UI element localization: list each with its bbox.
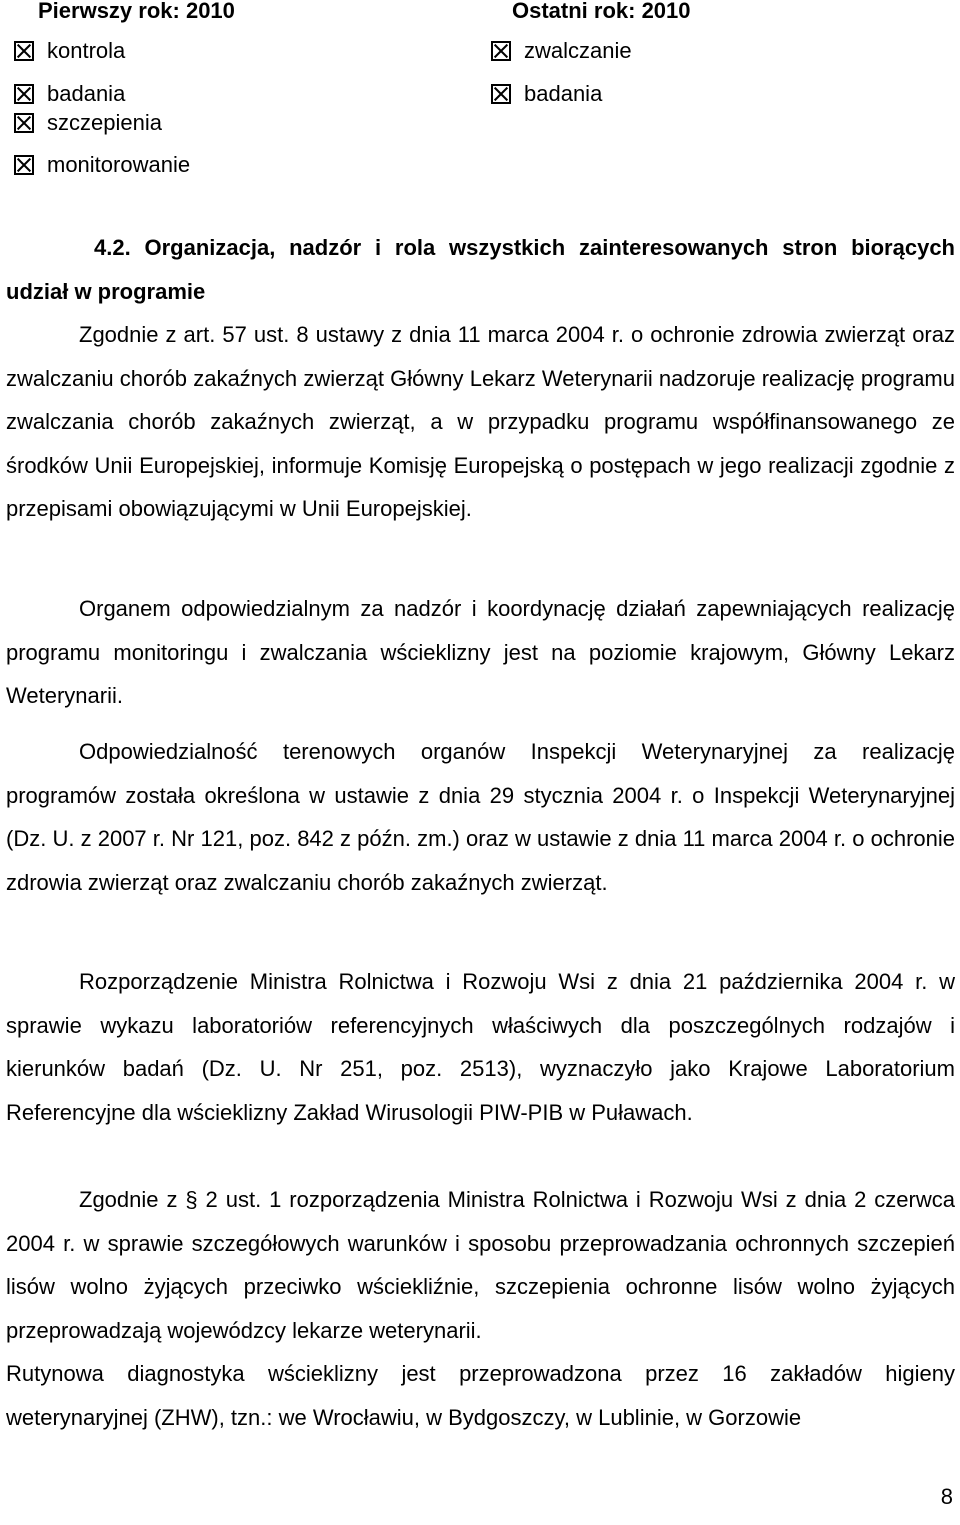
checked-box-icon: [14, 41, 34, 61]
checkbox-label: szczepienia: [47, 110, 162, 135]
checkbox-label: badania: [524, 81, 603, 106]
last-year-heading: Ostatni rok: 2010: [512, 0, 691, 23]
checkbox-label: kontrola: [47, 38, 126, 63]
checkbox-szczepienia[interactable]: [14, 110, 162, 136]
checkbox-monitorowanie[interactable]: [14, 152, 190, 178]
checked-box-icon: [491, 41, 511, 61]
checked-box-icon: [14, 155, 34, 175]
first-year-heading: Pierwszy rok: 2010: [38, 0, 235, 23]
paragraph-responsible-body: Organem odpowiedzialnym za nadzór i koordynację działań zapewniających realizację programu monitoringu i zwalczania wścieklizny jest na poziomie krajowym, Główny Lekarz Weterynarii.: [6, 596, 955, 709]
checked-box-icon: [14, 113, 34, 133]
paragraph-diagnostics: Rutynowa diagnostyka wścieklizny jest przeprowadzona przez 16 zakładów higieny weterynaryjnej (ZHW), tzn.: we Wrocławiu, w Bydgoszczy, w Lublinie, w Gorzowie: [6, 1361, 955, 1430]
checkbox-label: zwalczanie: [524, 38, 632, 63]
section-title: 4.2. Organizacja, nadzór i rola wszystkich zainteresowanych stron biorących udział w programie: [6, 235, 955, 304]
checkbox-label: monitorowanie: [47, 152, 191, 177]
checkbox-label: badania: [47, 81, 126, 106]
checkbox-badania-last[interactable]: [491, 81, 602, 107]
checkbox-zwalczanie[interactable]: [491, 38, 632, 64]
page-number: 8: [940, 1484, 953, 1509]
paragraph-supervision: Zgodnie z art. 57 ust. 8 ustawy z dnia 11 marca 2004 r. o ochronie zdrowia zwierząt oraz zwalczaniu chorób zakaźnych zwierząt Główny Lekarz Weterynarii nadzoruje realizację programu zwalczania chorób zakaźnych zwierząt, a w przypadku programu współfinansowanego ze środków Unii Europejskiej, informuje Komisję Europejską o postępach w jego realizacji zgodnie z przepisami obowiązującymi w Unii Europejskiej.: [6, 322, 955, 522]
checkbox-badania-first[interactable]: [14, 81, 125, 107]
paragraph-reference-lab: Rozporządzenie Ministra Rolnictwa i Rozwoju Wsi z dnia 21 października 2004 r. w sprawie wykazu laboratoriów referencyjnych właściwych dla poszczególnych rodzajów i kierunków badań (Dz. U. Nr 251, poz. 2513), wyznaczyło jako Krajowe Laboratorium Referencyjne dla wścieklizny Zakład Wirusologii PIW-PIB w Puławach.: [6, 969, 955, 1125]
checked-box-icon: [491, 84, 511, 104]
checkbox-kontrola[interactable]: [14, 38, 125, 64]
checked-box-icon: [14, 84, 34, 104]
paragraph-vaccination: Zgodnie z § 2 ust. 1 rozporządzenia Ministra Rolnictwa i Rozwoju Wsi z dnia 2 czerwca 2004 r. w sprawie szczegółowych warunków i sposobu przeprowadzania ochronnych szczepień lisów wolno żyjących przeciwko wściekliźnie, szczepienia ochronne lisów wolno żyjących przeprowadzają wojewódzcy lekarze weterynarii.: [6, 1187, 955, 1343]
paragraph-local-inspection: Odpowiedzialność terenowych organów Inspekcji Weterynaryjnej za realizację programów została określona w ustawie z dnia 29 stycznia 2004 r. o Inspekcji Weterynaryjnej (Dz. U. z 2007 r. Nr 121, poz. 842 z późn. zm.) oraz w ustawie z dnia 11 marca 2004 r. o ochronie zdrowia zwierząt oraz zwalczaniu chorób zakaźnych zwierząt.: [6, 739, 955, 895]
